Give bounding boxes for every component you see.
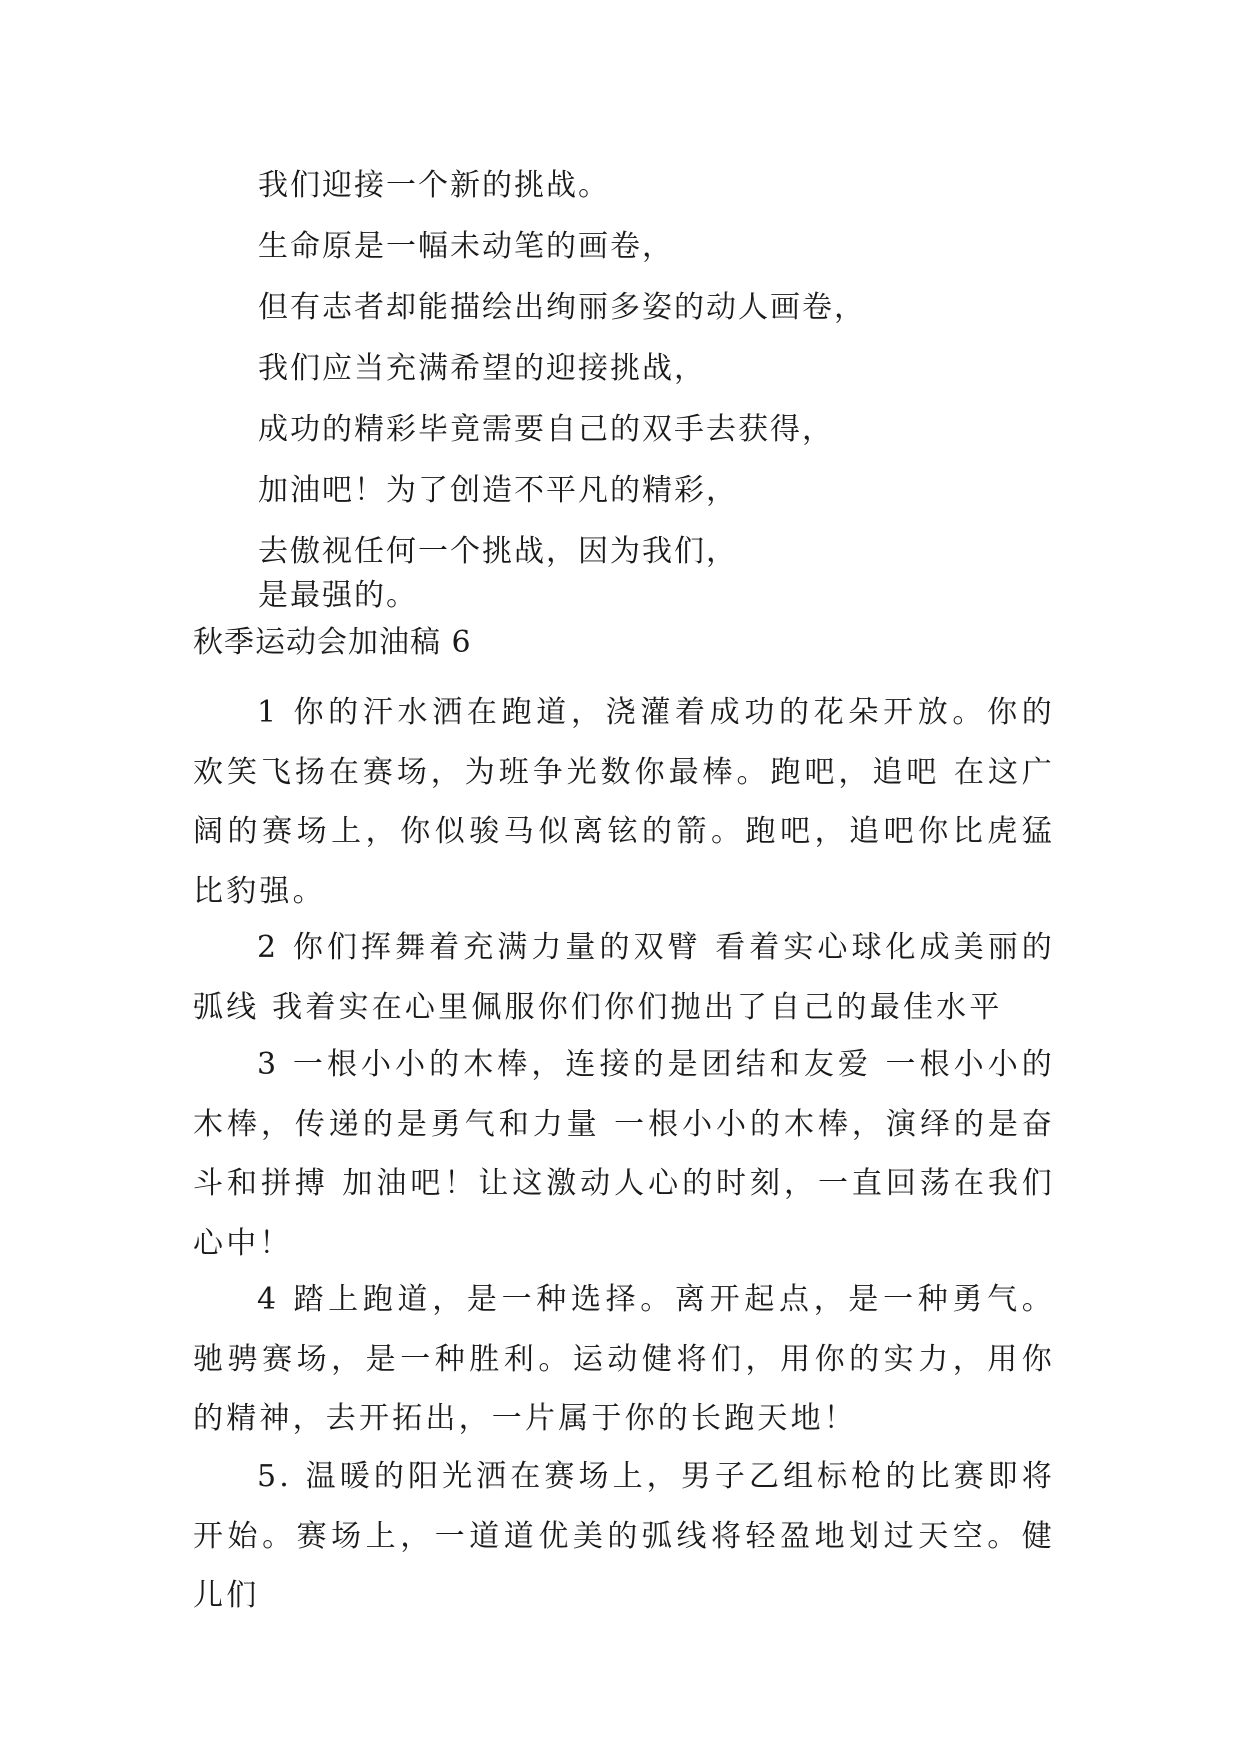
poem-line: 成功的精彩毕竟需要自己的双手去获得， [258,412,834,447]
paragraph-5: 5. 温暖的阳光洒在赛场上，男子乙组标枪的比赛即将开始。赛场上，一道道优美的弧线将轻盈地划过天空。健儿们 [193,1459,1055,1613]
poem-line: 但有志者却能描绘出绚丽多姿的动人画卷， [258,290,866,325]
poem-line: 我们迎接一个新的挑战。 [258,168,610,203]
poem-line: 去傲视任何一个挑战，因为我们， [258,534,738,569]
paragraph-1: 1 你的汗水洒在跑道，浇灌着成功的花朵开放。你的欢笑飞扬在赛场，为班争光数你最棒。跑吧，追吧 在这广阔的赛场上，你似骏马似离铉的箭。跑吧，追吧你比虎猛比豹强。 [193,695,1055,909]
paragraph-4: 4 踏上跑道，是一种选择。离开起点，是一种勇气。驰骋赛场，是一种胜利。运动健将们，用你的实力，用你的精神，去开拓出，一片属于你的长跑天地！ [193,1282,1055,1436]
poem-line: 加油吧！为了创造不平凡的精彩， [258,473,738,508]
poem-line: 我们应当充满希望的迎接挑战， [258,351,706,386]
poem-line: 是最强的。 [258,578,418,613]
poem-line: 生命原是一幅未动笔的画卷， [258,229,674,264]
section-title: 秋季运动会加油稿 6 [193,625,472,660]
paragraph-3: 3 一根小小的木棒，连接的是团结和友爱 一根小小的木棒，传递的是勇气和力量 一根小小的木棒，演绎的是奋斗和拼搏 加油吧！让这激动人心的时刻，一直回荡在我们心中！ [193,1047,1055,1261]
paragraph-2: 2 你们挥舞着充满力量的双臂 看着实心球化成美丽的弧线 我着实在心里佩服你们你们抛出了自己的最佳水平 [193,930,1055,1025]
